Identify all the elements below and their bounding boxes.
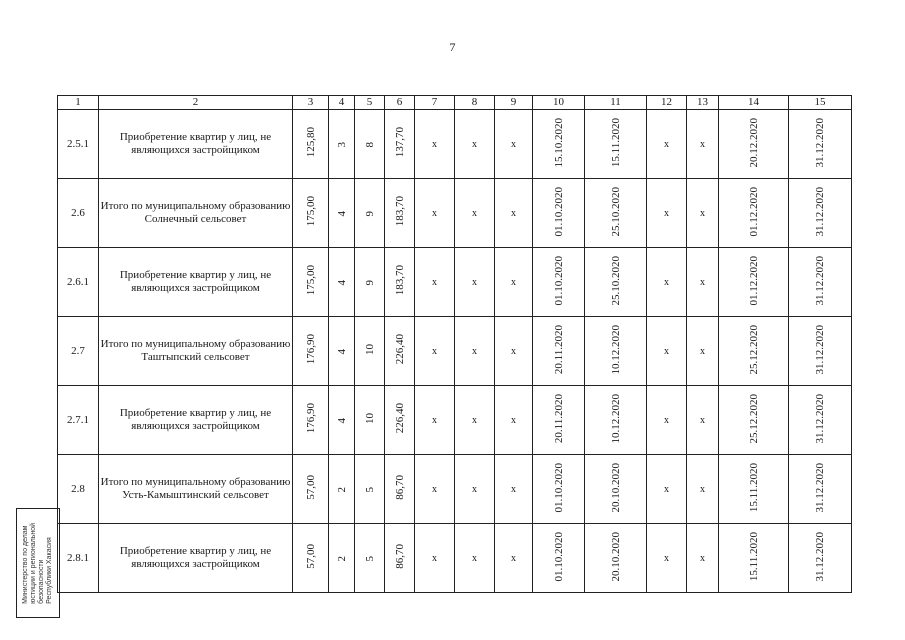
cell-col13 — [687, 110, 719, 179]
row-name: Итого по муниципальному образованию Таштыпский сельсовет — [99, 317, 293, 386]
table-row — [58, 110, 852, 179]
cell-value: 4 — [335, 348, 348, 354]
cell-col11 — [585, 248, 647, 317]
cell-col4 — [329, 455, 355, 524]
cell-col7 — [415, 110, 455, 179]
cell-value: х — [472, 139, 477, 150]
cell-value: 4 — [335, 279, 348, 285]
cell-value: 20.11.2020 — [552, 393, 565, 444]
cell-value: 10 — [363, 344, 376, 355]
header-cell: 6 — [385, 96, 415, 110]
cell-col8 — [455, 317, 495, 386]
header-cell: 3 — [293, 96, 329, 110]
cell-value: х — [664, 484, 669, 495]
cell-value: х — [664, 208, 669, 219]
cell-col7 — [415, 524, 455, 593]
header-row — [58, 96, 852, 110]
cell-col15 — [789, 317, 852, 386]
cell-col10 — [533, 524, 585, 593]
cell-value: х — [432, 277, 437, 288]
page-number: 7 — [449, 40, 456, 54]
cell-value: 25.12.2020 — [747, 393, 760, 444]
table-row — [58, 455, 852, 524]
cell-value: 86,70 — [393, 475, 406, 500]
cell-value: х — [664, 277, 669, 288]
cell-col12 — [647, 386, 687, 455]
cell-value: х — [432, 484, 437, 495]
row-name: Приобретение квартир у лиц, не являющихся застройщиком — [99, 248, 293, 317]
cell-col7 — [415, 455, 455, 524]
cell-col8 — [455, 248, 495, 317]
cell-value: х — [472, 277, 477, 288]
cell-value: х — [432, 208, 437, 219]
cell-col13 — [687, 248, 719, 317]
cell-col8 — [455, 110, 495, 179]
header-cell: 2 — [99, 96, 293, 110]
cell-value: 25.10.2020 — [609, 186, 622, 237]
cell-value: 8 — [363, 141, 376, 147]
row-number: 2.6.1 — [58, 248, 99, 317]
cell-col10 — [533, 110, 585, 179]
cell-col13 — [687, 455, 719, 524]
header-cell: 4 — [329, 96, 355, 110]
cell-value: х — [511, 484, 516, 495]
header-cell: 1 — [58, 96, 99, 110]
cell-col10 — [533, 455, 585, 524]
cell-col9 — [495, 317, 533, 386]
cell-value: 175,00 — [304, 196, 317, 227]
cell-value: 226,40 — [393, 403, 406, 434]
cell-value: 20.10.2020 — [609, 531, 622, 582]
cell-col4 — [329, 248, 355, 317]
cell-col10 — [533, 386, 585, 455]
cell-col13 — [687, 179, 719, 248]
program-table — [57, 95, 852, 593]
cell-value: х — [432, 415, 437, 426]
cell-value: х — [700, 208, 705, 219]
cell-value: 20.12.2020 — [747, 117, 760, 168]
cell-value: х — [664, 415, 669, 426]
cell-col8 — [455, 386, 495, 455]
cell-value: 01.10.2020 — [552, 462, 565, 513]
cell-col12 — [647, 455, 687, 524]
cell-col3 — [293, 110, 329, 179]
table-row — [58, 179, 852, 248]
header-cell: 7 — [415, 96, 455, 110]
cell-col5 — [355, 110, 385, 179]
cell-col6 — [385, 386, 415, 455]
cell-col12 — [647, 317, 687, 386]
cell-value: 9 — [363, 279, 376, 285]
cell-value: х — [432, 139, 437, 150]
cell-value: 57,00 — [304, 544, 317, 569]
cell-value: х — [511, 553, 516, 564]
cell-col14 — [719, 110, 789, 179]
header-cell: 8 — [455, 96, 495, 110]
cell-value: 01.10.2020 — [552, 186, 565, 237]
row-number: 2.8 — [58, 455, 99, 524]
cell-col4 — [329, 110, 355, 179]
cell-col9 — [495, 524, 533, 593]
cell-col3 — [293, 524, 329, 593]
cell-value: 15.11.2020 — [747, 462, 760, 513]
cell-value: 01.12.2020 — [747, 186, 760, 237]
cell-col8 — [455, 524, 495, 593]
cell-col5 — [355, 317, 385, 386]
header-cell: 11 — [585, 96, 647, 110]
cell-value: 10.12.2020 — [609, 393, 622, 444]
cell-value: х — [472, 553, 477, 564]
cell-col5 — [355, 455, 385, 524]
cell-col14 — [719, 524, 789, 593]
cell-col10 — [533, 317, 585, 386]
row-number: 2.8.1 — [58, 524, 99, 593]
header-cell: 15 — [789, 96, 852, 110]
cell-value: 2 — [335, 555, 348, 561]
cell-value: 31.12.2020 — [814, 462, 826, 513]
cell-col10 — [533, 179, 585, 248]
row-number: 2.6 — [58, 179, 99, 248]
cell-col3 — [293, 248, 329, 317]
cell-value: 31.12.2020 — [814, 393, 826, 444]
cell-value: 01.10.2020 — [552, 255, 565, 306]
cell-value: х — [664, 346, 669, 357]
cell-col6 — [385, 524, 415, 593]
cell-col7 — [415, 386, 455, 455]
header-cell: 9 — [495, 96, 533, 110]
cell-col12 — [647, 248, 687, 317]
row-name: Итого по муниципальному образованию Солнечный сельсовет — [99, 179, 293, 248]
cell-col15 — [789, 455, 852, 524]
cell-col9 — [495, 455, 533, 524]
cell-value: х — [664, 553, 669, 564]
cell-col15 — [789, 179, 852, 248]
cell-value: 31.12.2020 — [814, 324, 826, 375]
cell-value: 175,00 — [304, 265, 317, 296]
table-row — [58, 386, 852, 455]
cell-value: х — [511, 346, 516, 357]
cell-value: х — [664, 139, 669, 150]
row-number: 2.5.1 — [58, 110, 99, 179]
cell-col13 — [687, 524, 719, 593]
cell-value: х — [432, 346, 437, 357]
cell-col6 — [385, 179, 415, 248]
cell-value: 183,70 — [393, 265, 406, 296]
cell-value: 31.12.2020 — [814, 186, 826, 237]
cell-value: 15.11.2020 — [747, 531, 760, 582]
cell-value: 125,80 — [304, 127, 317, 158]
cell-value: х — [700, 484, 705, 495]
cell-value: 176,90 — [304, 334, 317, 365]
cell-col15 — [789, 524, 852, 593]
cell-value: х — [700, 415, 705, 426]
cell-col14 — [719, 386, 789, 455]
cell-value: 25.12.2020 — [747, 324, 760, 375]
cell-col5 — [355, 248, 385, 317]
cell-col3 — [293, 317, 329, 386]
cell-col9 — [495, 110, 533, 179]
cell-col5 — [355, 179, 385, 248]
cell-value: х — [432, 553, 437, 564]
cell-value: 10.12.2020 — [609, 324, 622, 375]
row-name: Приобретение квартир у лиц, не являющихся застройщиком — [99, 386, 293, 455]
cell-value: х — [511, 139, 516, 150]
cell-value: 5 — [363, 486, 376, 492]
cell-value: х — [472, 484, 477, 495]
cell-value: 57,00 — [304, 475, 317, 500]
cell-col14 — [719, 455, 789, 524]
table-row — [58, 248, 852, 317]
cell-col3 — [293, 179, 329, 248]
cell-value: 3 — [335, 141, 348, 147]
row-name: Итого по муниципальному образованию Усть-Камыштинский сельсовет — [99, 455, 293, 524]
cell-col7 — [415, 179, 455, 248]
cell-col11 — [585, 524, 647, 593]
cell-value: 20.11.2020 — [552, 324, 565, 375]
table-row — [58, 524, 852, 593]
cell-col11 — [585, 455, 647, 524]
table-body — [58, 110, 852, 593]
cell-col9 — [495, 248, 533, 317]
cell-value: 15.11.2020 — [609, 117, 622, 168]
row-number: 2.7 — [58, 317, 99, 386]
cell-value: 01.12.2020 — [747, 255, 760, 306]
cell-value: х — [511, 277, 516, 288]
cell-col8 — [455, 455, 495, 524]
cell-col9 — [495, 386, 533, 455]
cell-value: 31.12.2020 — [814, 255, 826, 306]
header-cell: 10 — [533, 96, 585, 110]
header-cell: 13 — [687, 96, 719, 110]
cell-col5 — [355, 386, 385, 455]
cell-value: х — [472, 208, 477, 219]
cell-value: 20.10.2020 — [609, 462, 622, 513]
header-cell: 12 — [647, 96, 687, 110]
cell-value: х — [700, 277, 705, 288]
cell-value: 4 — [335, 417, 348, 423]
cell-col15 — [789, 248, 852, 317]
cell-col10 — [533, 248, 585, 317]
cell-value: 5 — [363, 555, 376, 561]
cell-col6 — [385, 317, 415, 386]
cell-col12 — [647, 110, 687, 179]
cell-value: х — [511, 208, 516, 219]
cell-col9 — [495, 179, 533, 248]
cell-value: х — [472, 415, 477, 426]
cell-col14 — [719, 317, 789, 386]
cell-col14 — [719, 179, 789, 248]
cell-value: 31.12.2020 — [814, 117, 826, 168]
cell-col4 — [329, 317, 355, 386]
cell-value: 31.12.2020 — [814, 531, 826, 582]
cell-col11 — [585, 386, 647, 455]
cell-value: 4 — [335, 210, 348, 216]
cell-col3 — [293, 455, 329, 524]
cell-col4 — [329, 524, 355, 593]
row-number: 2.7.1 — [58, 386, 99, 455]
cell-col12 — [647, 179, 687, 248]
stamp-text: Министерство по делам юстиции и региональной безопасности Республики Хакасия — [22, 522, 53, 604]
cell-value: 226,40 — [393, 334, 406, 365]
cell-col11 — [585, 317, 647, 386]
cell-col11 — [585, 179, 647, 248]
row-name: Приобретение квартир у лиц, не являющихся застройщиком — [99, 524, 293, 593]
cell-value: 9 — [363, 210, 376, 216]
cell-value: 183,70 — [393, 196, 406, 227]
row-name: Приобретение квартир у лиц, не являющихся застройщиком — [99, 110, 293, 179]
table-row — [58, 317, 852, 386]
cell-col3 — [293, 386, 329, 455]
cell-value: 25.10.2020 — [609, 255, 622, 306]
cell-value: 01.10.2020 — [552, 531, 565, 582]
header-cell: 14 — [719, 96, 789, 110]
cell-value: х — [700, 346, 705, 357]
cell-value: х — [700, 553, 705, 564]
registration-stamp — [16, 508, 60, 618]
cell-value: х — [700, 139, 705, 150]
cell-col11 — [585, 110, 647, 179]
cell-col4 — [329, 179, 355, 248]
cell-col7 — [415, 317, 455, 386]
cell-col8 — [455, 179, 495, 248]
cell-value: 176,90 — [304, 403, 317, 434]
cell-col4 — [329, 386, 355, 455]
cell-col15 — [789, 386, 852, 455]
cell-col6 — [385, 248, 415, 317]
cell-col15 — [789, 110, 852, 179]
cell-col13 — [687, 386, 719, 455]
cell-value: 15.10.2020 — [552, 117, 565, 168]
cell-col13 — [687, 317, 719, 386]
cell-value: 10 — [363, 413, 376, 424]
cell-value: 2 — [335, 486, 348, 492]
cell-value: 137,70 — [393, 127, 406, 158]
header-cell: 5 — [355, 96, 385, 110]
cell-value: х — [472, 346, 477, 357]
cell-col6 — [385, 110, 415, 179]
cell-value: 86,70 — [393, 544, 406, 569]
cell-col12 — [647, 524, 687, 593]
cell-value: х — [511, 415, 516, 426]
cell-col7 — [415, 248, 455, 317]
cell-col6 — [385, 455, 415, 524]
cell-col14 — [719, 248, 789, 317]
cell-col5 — [355, 524, 385, 593]
